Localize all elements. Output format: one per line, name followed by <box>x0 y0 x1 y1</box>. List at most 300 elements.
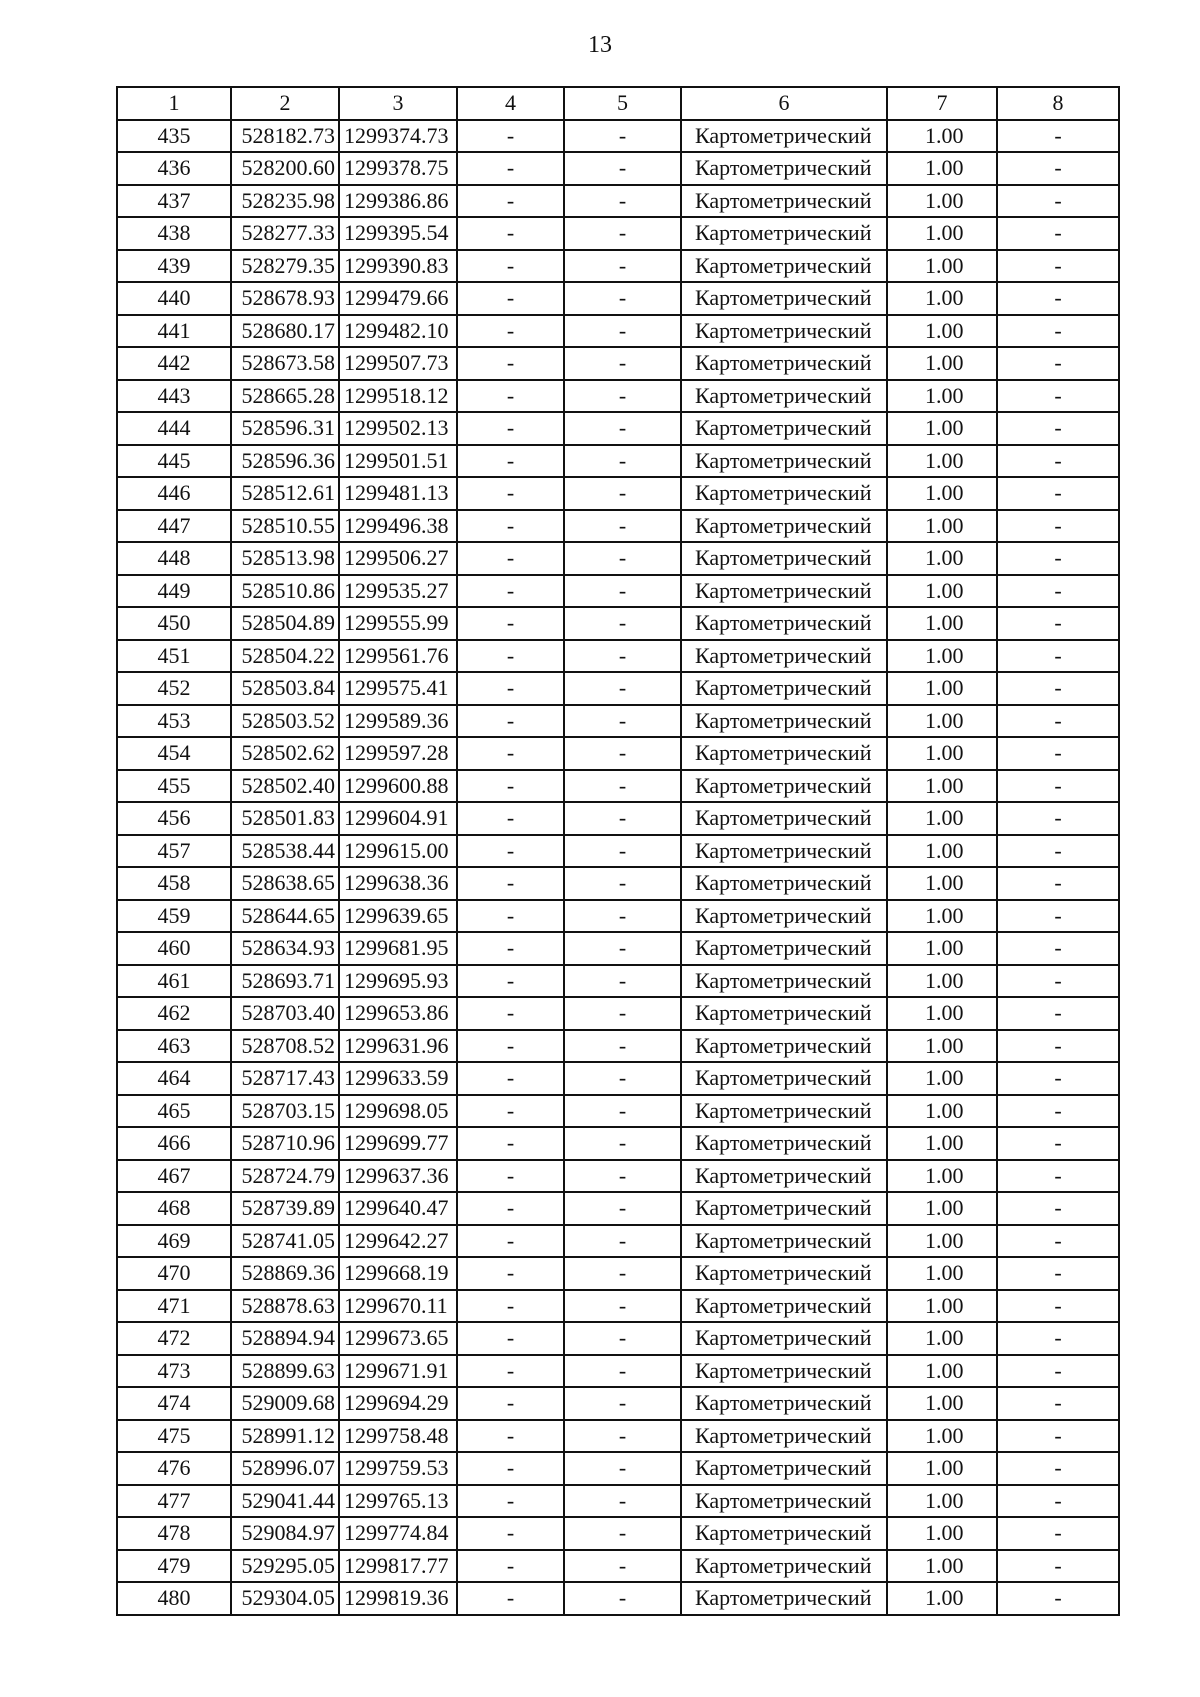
column-8-cell: - <box>997 510 1119 543</box>
x-coordinate-cell: 528724.79 <box>231 1160 339 1193</box>
point-number-cell: 451 <box>117 640 231 673</box>
method-cell: Картометрический <box>681 1322 887 1355</box>
column-8-cell: - <box>997 542 1119 575</box>
precision-cell: 1.00 <box>887 867 997 900</box>
column-8-cell: - <box>997 900 1119 933</box>
x-coordinate-cell: 528708.52 <box>231 1030 339 1063</box>
y-coordinate-cell: 1299637.36 <box>339 1160 457 1193</box>
precision-cell: 1.00 <box>887 282 997 315</box>
column-4-cell: - <box>457 802 564 835</box>
method-cell: Картометрический <box>681 185 887 218</box>
x-coordinate-cell: 528596.36 <box>231 445 339 478</box>
point-number-cell: 462 <box>117 997 231 1030</box>
column-4-cell: - <box>457 1127 564 1160</box>
x-coordinate-cell: 528680.17 <box>231 315 339 348</box>
method-cell: Картометрический <box>681 1582 887 1615</box>
point-number-cell: 436 <box>117 152 231 185</box>
column-header: 3 <box>339 87 457 120</box>
method-cell: Картометрический <box>681 1062 887 1095</box>
table-header <box>117 87 1119 120</box>
y-coordinate-cell: 1299774.84 <box>339 1517 457 1550</box>
column-4-cell: - <box>457 1192 564 1225</box>
point-number-cell: 440 <box>117 282 231 315</box>
column-8-cell: - <box>997 737 1119 770</box>
y-coordinate-cell: 1299555.99 <box>339 607 457 640</box>
table-row <box>117 1257 1119 1290</box>
y-coordinate-cell: 1299535.27 <box>339 575 457 608</box>
column-8-cell: - <box>997 965 1119 998</box>
point-number-cell: 472 <box>117 1322 231 1355</box>
column-8-cell: - <box>997 932 1119 965</box>
column-4-cell: - <box>457 477 564 510</box>
table-row <box>117 1452 1119 1485</box>
column-8-cell: - <box>997 315 1119 348</box>
column-5-cell: - <box>564 867 681 900</box>
y-coordinate-cell: 1299633.59 <box>339 1062 457 1095</box>
column-5-cell: - <box>564 965 681 998</box>
column-header: 8 <box>997 87 1119 120</box>
column-4-cell: - <box>457 1582 564 1615</box>
x-coordinate-cell: 528878.63 <box>231 1290 339 1323</box>
x-coordinate-cell: 528277.33 <box>231 217 339 250</box>
column-4-cell: - <box>457 1517 564 1550</box>
y-coordinate-cell: 1299615.00 <box>339 835 457 868</box>
precision-cell: 1.00 <box>887 932 997 965</box>
point-number-cell: 453 <box>117 705 231 738</box>
method-cell: Картометрический <box>681 900 887 933</box>
precision-cell: 1.00 <box>887 1290 997 1323</box>
precision-cell: 1.00 <box>887 900 997 933</box>
table-row <box>117 1062 1119 1095</box>
column-4-cell: - <box>457 575 564 608</box>
column-5-cell: - <box>564 1160 681 1193</box>
column-4-cell: - <box>457 347 564 380</box>
table-row <box>117 347 1119 380</box>
method-cell: Картометрический <box>681 152 887 185</box>
method-cell: Картометрический <box>681 867 887 900</box>
column-5-cell: - <box>564 1355 681 1388</box>
x-coordinate-cell: 528502.62 <box>231 737 339 770</box>
point-number-cell: 456 <box>117 802 231 835</box>
column-5-cell: - <box>564 445 681 478</box>
column-4-cell: - <box>457 217 564 250</box>
x-coordinate-cell: 528869.36 <box>231 1257 339 1290</box>
column-5-cell: - <box>564 835 681 868</box>
point-number-cell: 455 <box>117 770 231 803</box>
method-cell: Картометрический <box>681 477 887 510</box>
x-coordinate-cell: 528717.43 <box>231 1062 339 1095</box>
method-cell: Картометрический <box>681 315 887 348</box>
column-4-cell: - <box>457 932 564 965</box>
y-coordinate-cell: 1299642.27 <box>339 1225 457 1258</box>
x-coordinate-cell: 528678.93 <box>231 282 339 315</box>
column-5-cell: - <box>564 1420 681 1453</box>
table-row <box>117 1322 1119 1355</box>
precision-cell: 1.00 <box>887 412 997 445</box>
column-4-cell: - <box>457 412 564 445</box>
column-8-cell: - <box>997 607 1119 640</box>
column-5-cell: - <box>564 1095 681 1128</box>
column-8-cell: - <box>997 1452 1119 1485</box>
table-row <box>117 152 1119 185</box>
column-5-cell: - <box>564 770 681 803</box>
table-row <box>117 1550 1119 1583</box>
column-5-cell: - <box>564 347 681 380</box>
precision-cell: 1.00 <box>887 1355 997 1388</box>
x-coordinate-cell: 528693.71 <box>231 965 339 998</box>
table-row <box>117 477 1119 510</box>
column-5-cell: - <box>564 1387 681 1420</box>
table-row <box>117 315 1119 348</box>
column-8-cell: - <box>997 185 1119 218</box>
x-coordinate-cell: 528512.61 <box>231 477 339 510</box>
column-4-cell: - <box>457 867 564 900</box>
table-row <box>117 185 1119 218</box>
precision-cell: 1.00 <box>887 1127 997 1160</box>
column-4-cell: - <box>457 1322 564 1355</box>
method-cell: Картометрический <box>681 640 887 673</box>
column-5-cell: - <box>564 1192 681 1225</box>
column-4-cell: - <box>457 640 564 673</box>
precision-cell: 1.00 <box>887 1517 997 1550</box>
column-8-cell: - <box>997 575 1119 608</box>
column-4-cell: - <box>457 1030 564 1063</box>
x-coordinate-cell: 528739.89 <box>231 1192 339 1225</box>
method-cell: Картометрический <box>681 672 887 705</box>
y-coordinate-cell: 1299600.88 <box>339 770 457 803</box>
column-8-cell: - <box>997 412 1119 445</box>
column-header: 7 <box>887 87 997 120</box>
column-5-cell: - <box>564 510 681 543</box>
column-8-cell: - <box>997 1257 1119 1290</box>
precision-cell: 1.00 <box>887 1160 997 1193</box>
column-4-cell: - <box>457 152 564 185</box>
point-number-cell: 479 <box>117 1550 231 1583</box>
method-cell: Картометрический <box>681 1192 887 1225</box>
y-coordinate-cell: 1299561.76 <box>339 640 457 673</box>
point-number-cell: 460 <box>117 932 231 965</box>
precision-cell: 1.00 <box>887 1062 997 1095</box>
column-4-cell: - <box>457 1062 564 1095</box>
column-4-cell: - <box>457 705 564 738</box>
table-row <box>117 835 1119 868</box>
point-number-cell: 445 <box>117 445 231 478</box>
method-cell: Картометрический <box>681 997 887 1030</box>
precision-cell: 1.00 <box>887 1485 997 1518</box>
point-number-cell: 435 <box>117 120 231 153</box>
column-8-cell: - <box>997 867 1119 900</box>
point-number-cell: 470 <box>117 1257 231 1290</box>
x-coordinate-cell: 528504.22 <box>231 640 339 673</box>
column-header: 5 <box>564 87 681 120</box>
column-4-cell: - <box>457 120 564 153</box>
x-coordinate-cell: 529009.68 <box>231 1387 339 1420</box>
method-cell: Картометрический <box>681 120 887 153</box>
table-row <box>117 867 1119 900</box>
column-5-cell: - <box>564 1517 681 1550</box>
precision-cell: 1.00 <box>887 152 997 185</box>
precision-cell: 1.00 <box>887 120 997 153</box>
column-4-cell: - <box>457 835 564 868</box>
coordinates-table <box>116 86 1120 1616</box>
method-cell: Картометрический <box>681 575 887 608</box>
column-4-cell: - <box>457 900 564 933</box>
column-4-cell: - <box>457 380 564 413</box>
column-5-cell: - <box>564 705 681 738</box>
method-cell: Картометрический <box>681 932 887 965</box>
column-4-cell: - <box>457 965 564 998</box>
column-5-cell: - <box>564 120 681 153</box>
table-row <box>117 1485 1119 1518</box>
method-cell: Картометрический <box>681 802 887 835</box>
column-5-cell: - <box>564 1225 681 1258</box>
point-number-cell: 448 <box>117 542 231 575</box>
method-cell: Картометрический <box>681 1127 887 1160</box>
point-number-cell: 474 <box>117 1387 231 1420</box>
method-cell: Картометрический <box>681 1420 887 1453</box>
point-number-cell: 446 <box>117 477 231 510</box>
x-coordinate-cell: 528510.55 <box>231 510 339 543</box>
table-row <box>117 705 1119 738</box>
point-number-cell: 452 <box>117 672 231 705</box>
y-coordinate-cell: 1299390.83 <box>339 250 457 283</box>
method-cell: Картометрический <box>681 1257 887 1290</box>
y-coordinate-cell: 1299694.29 <box>339 1387 457 1420</box>
y-coordinate-cell: 1299639.65 <box>339 900 457 933</box>
column-5-cell: - <box>564 1550 681 1583</box>
y-coordinate-cell: 1299506.27 <box>339 542 457 575</box>
column-5-cell: - <box>564 900 681 933</box>
y-coordinate-cell: 1299758.48 <box>339 1420 457 1453</box>
precision-cell: 1.00 <box>887 835 997 868</box>
precision-cell: 1.00 <box>887 445 997 478</box>
x-coordinate-cell: 528504.89 <box>231 607 339 640</box>
x-coordinate-cell: 529084.97 <box>231 1517 339 1550</box>
method-cell: Картометрический <box>681 737 887 770</box>
table-row <box>117 802 1119 835</box>
column-5-cell: - <box>564 575 681 608</box>
column-4-cell: - <box>457 997 564 1030</box>
method-cell: Картометрический <box>681 1550 887 1583</box>
y-coordinate-cell: 1299819.36 <box>339 1582 457 1615</box>
y-coordinate-cell: 1299507.73 <box>339 347 457 380</box>
column-8-cell: - <box>997 1225 1119 1258</box>
method-cell: Картометрический <box>681 770 887 803</box>
column-5-cell: - <box>564 1030 681 1063</box>
x-coordinate-cell: 528596.31 <box>231 412 339 445</box>
point-number-cell: 475 <box>117 1420 231 1453</box>
y-coordinate-cell: 1299759.53 <box>339 1452 457 1485</box>
table-row <box>117 932 1119 965</box>
x-coordinate-cell: 528200.60 <box>231 152 339 185</box>
column-5-cell: - <box>564 1062 681 1095</box>
point-number-cell: 458 <box>117 867 231 900</box>
x-coordinate-cell: 529041.44 <box>231 1485 339 1518</box>
column-4-cell: - <box>457 510 564 543</box>
method-cell: Картометрический <box>681 705 887 738</box>
method-cell: Картометрический <box>681 217 887 250</box>
precision-cell: 1.00 <box>887 640 997 673</box>
page-number: 13 <box>588 32 612 58</box>
y-coordinate-cell: 1299496.38 <box>339 510 457 543</box>
column-4-cell: - <box>457 1225 564 1258</box>
column-8-cell: - <box>997 802 1119 835</box>
column-8-cell: - <box>997 1517 1119 1550</box>
column-8-cell: - <box>997 1387 1119 1420</box>
y-coordinate-cell: 1299695.93 <box>339 965 457 998</box>
column-4-cell: - <box>457 770 564 803</box>
x-coordinate-cell: 528638.65 <box>231 867 339 900</box>
column-8-cell: - <box>997 445 1119 478</box>
column-5-cell: - <box>564 542 681 575</box>
column-4-cell: - <box>457 1387 564 1420</box>
table-row <box>117 1095 1119 1128</box>
point-number-cell: 478 <box>117 1517 231 1550</box>
column-4-cell: - <box>457 1420 564 1453</box>
method-cell: Картометрический <box>681 380 887 413</box>
y-coordinate-cell: 1299502.13 <box>339 412 457 445</box>
precision-cell: 1.00 <box>887 770 997 803</box>
column-5-cell: - <box>564 380 681 413</box>
precision-cell: 1.00 <box>887 315 997 348</box>
column-5-cell: - <box>564 737 681 770</box>
precision-cell: 1.00 <box>887 1387 997 1420</box>
point-number-cell: 469 <box>117 1225 231 1258</box>
column-4-cell: - <box>457 1290 564 1323</box>
precision-cell: 1.00 <box>887 672 997 705</box>
column-8-cell: - <box>997 380 1119 413</box>
method-cell: Картометрический <box>681 1485 887 1518</box>
x-coordinate-cell: 528665.28 <box>231 380 339 413</box>
precision-cell: 1.00 <box>887 737 997 770</box>
y-coordinate-cell: 1299631.96 <box>339 1030 457 1063</box>
precision-cell: 1.00 <box>887 1225 997 1258</box>
y-coordinate-cell: 1299395.54 <box>339 217 457 250</box>
method-cell: Картометрический <box>681 1095 887 1128</box>
column-8-cell: - <box>997 347 1119 380</box>
point-number-cell: 442 <box>117 347 231 380</box>
column-8-cell: - <box>997 1030 1119 1063</box>
precision-cell: 1.00 <box>887 607 997 640</box>
table-row <box>117 217 1119 250</box>
column-8-cell: - <box>997 705 1119 738</box>
y-coordinate-cell: 1299670.11 <box>339 1290 457 1323</box>
table-row <box>117 997 1119 1030</box>
table-row <box>117 1192 1119 1225</box>
method-cell: Картометрический <box>681 1290 887 1323</box>
y-coordinate-cell: 1299597.28 <box>339 737 457 770</box>
y-coordinate-cell: 1299699.77 <box>339 1127 457 1160</box>
column-5-cell: - <box>564 640 681 673</box>
column-8-cell: - <box>997 1095 1119 1128</box>
precision-cell: 1.00 <box>887 1452 997 1485</box>
method-cell: Картометрический <box>681 1030 887 1063</box>
column-5-cell: - <box>564 152 681 185</box>
column-8-cell: - <box>997 672 1119 705</box>
column-5-cell: - <box>564 1485 681 1518</box>
table-row <box>117 770 1119 803</box>
column-4-cell: - <box>457 672 564 705</box>
point-number-cell: 449 <box>117 575 231 608</box>
precision-cell: 1.00 <box>887 1257 997 1290</box>
column-5-cell: - <box>564 932 681 965</box>
precision-cell: 1.00 <box>887 965 997 998</box>
y-coordinate-cell: 1299698.05 <box>339 1095 457 1128</box>
precision-cell: 1.00 <box>887 510 997 543</box>
x-coordinate-cell: 528991.12 <box>231 1420 339 1453</box>
method-cell: Картометрический <box>681 445 887 478</box>
x-coordinate-cell: 529295.05 <box>231 1550 339 1583</box>
table-row <box>117 1225 1119 1258</box>
point-number-cell: 447 <box>117 510 231 543</box>
method-cell: Картометрический <box>681 250 887 283</box>
x-coordinate-cell: 528710.96 <box>231 1127 339 1160</box>
point-number-cell: 464 <box>117 1062 231 1095</box>
table-row <box>117 120 1119 153</box>
point-number-cell: 476 <box>117 1452 231 1485</box>
table-row <box>117 412 1119 445</box>
y-coordinate-cell: 1299386.86 <box>339 185 457 218</box>
column-5-cell: - <box>564 607 681 640</box>
table-row <box>117 575 1119 608</box>
x-coordinate-cell: 528741.05 <box>231 1225 339 1258</box>
method-cell: Картометрический <box>681 510 887 543</box>
column-4-cell: - <box>457 1550 564 1583</box>
precision-cell: 1.00 <box>887 1420 997 1453</box>
column-4-cell: - <box>457 1485 564 1518</box>
x-coordinate-cell: 528644.65 <box>231 900 339 933</box>
column-5-cell: - <box>564 217 681 250</box>
y-coordinate-cell: 1299589.36 <box>339 705 457 738</box>
table-row <box>117 282 1119 315</box>
y-coordinate-cell: 1299518.12 <box>339 380 457 413</box>
table-row <box>117 1290 1119 1323</box>
x-coordinate-cell: 528501.83 <box>231 802 339 835</box>
y-coordinate-cell: 1299479.66 <box>339 282 457 315</box>
method-cell: Картометрический <box>681 1452 887 1485</box>
column-8-cell: - <box>997 1582 1119 1615</box>
method-cell: Картометрический <box>681 1517 887 1550</box>
precision-cell: 1.00 <box>887 542 997 575</box>
table-row <box>117 737 1119 770</box>
precision-cell: 1.00 <box>887 1192 997 1225</box>
point-number-cell: 467 <box>117 1160 231 1193</box>
precision-cell: 1.00 <box>887 380 997 413</box>
column-4-cell: - <box>457 185 564 218</box>
x-coordinate-cell: 528894.94 <box>231 1322 339 1355</box>
method-cell: Картометрический <box>681 347 887 380</box>
column-5-cell: - <box>564 185 681 218</box>
column-8-cell: - <box>997 120 1119 153</box>
column-4-cell: - <box>457 1160 564 1193</box>
column-8-cell: - <box>997 152 1119 185</box>
x-coordinate-cell: 528510.86 <box>231 575 339 608</box>
column-8-cell: - <box>997 770 1119 803</box>
method-cell: Картометрический <box>681 1160 887 1193</box>
method-cell: Картометрический <box>681 282 887 315</box>
column-5-cell: - <box>564 412 681 445</box>
table-row <box>117 250 1119 283</box>
column-8-cell: - <box>997 1485 1119 1518</box>
y-coordinate-cell: 1299482.10 <box>339 315 457 348</box>
point-number-cell: 443 <box>117 380 231 413</box>
y-coordinate-cell: 1299817.77 <box>339 1550 457 1583</box>
column-8-cell: - <box>997 1355 1119 1388</box>
table-row <box>117 380 1119 413</box>
x-coordinate-cell: 529304.05 <box>231 1582 339 1615</box>
method-cell: Картометрический <box>681 1355 887 1388</box>
column-5-cell: - <box>564 1257 681 1290</box>
